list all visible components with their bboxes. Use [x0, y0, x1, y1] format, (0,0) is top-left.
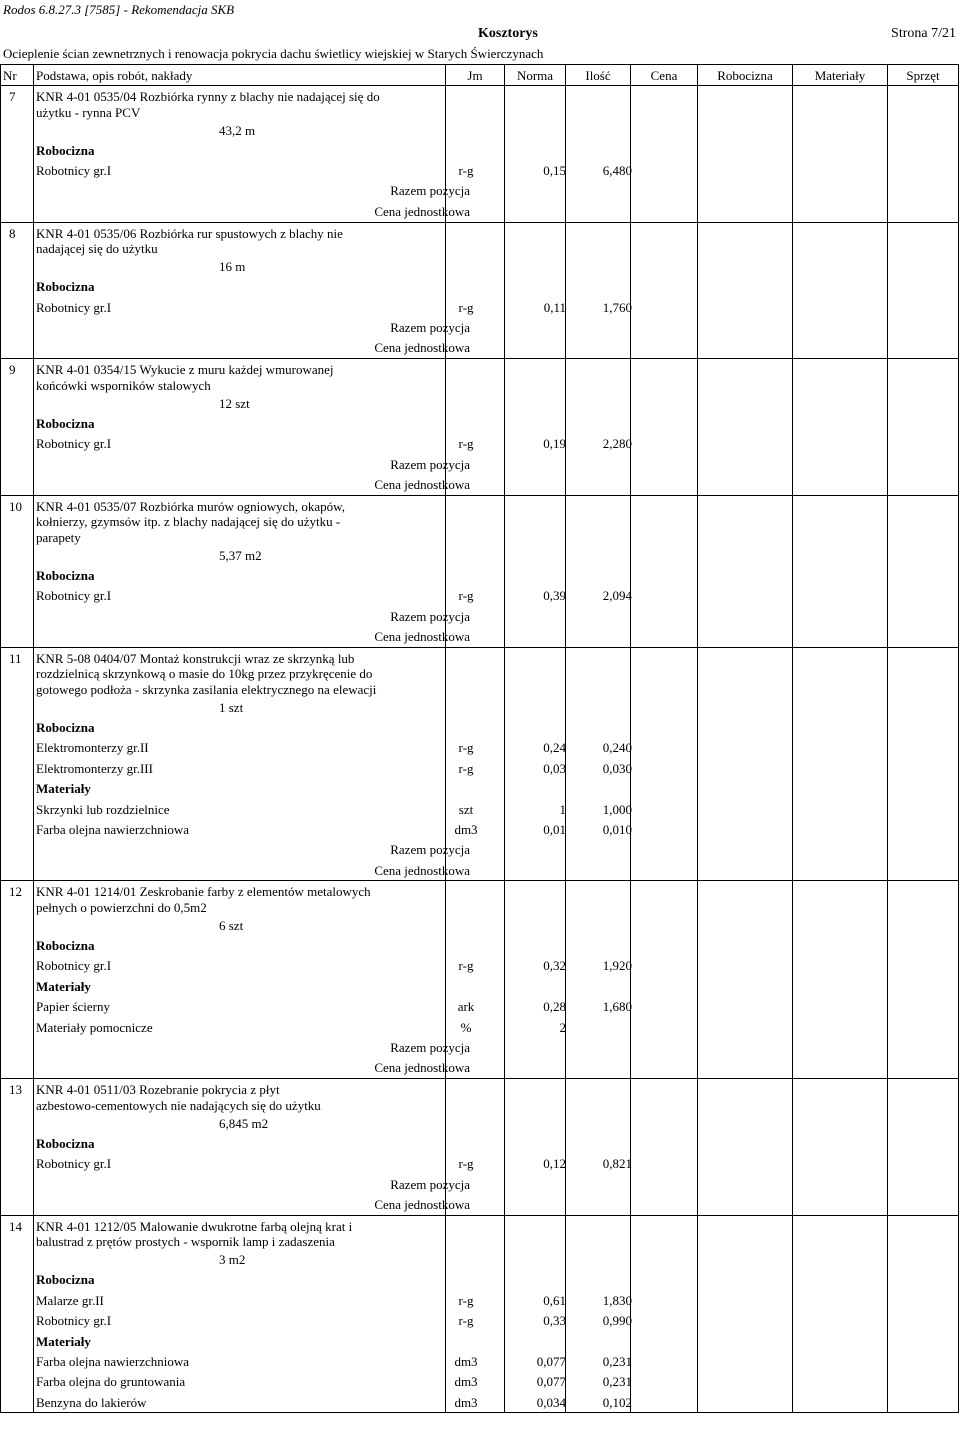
item-description: KNR 4-01 0354/15 Wykucie z muru każdej wmurowanej: [36, 362, 334, 378]
item-description: kołnierzy, gzymsów itp. z blachy nadającej się do użytku -: [36, 514, 341, 530]
item-description: KNR 4-01 0511/03 Rozebranie pokrycia z płyt: [36, 1082, 280, 1098]
item-description: KNR 4-01 0535/04 Rozbiórka rynny z blachy nie nadającej się do: [36, 89, 380, 104]
resource-name: Robotnicy gr.I: [36, 163, 112, 179]
item-description: użytku - rynna PCV: [36, 104, 141, 120]
value-cell: [888, 495, 959, 647]
resource-name: Robotnicy gr.I: [36, 958, 112, 974]
resource-name: Robotnicy gr.I: [36, 588, 112, 604]
resource-quantity: 2,094: [602, 588, 632, 604]
column-header: Cena: [631, 65, 698, 86]
resource-unit: r-g: [458, 1156, 474, 1172]
table-header: [1, 65, 959, 86]
resource-unit: ark: [457, 999, 475, 1015]
column-header: Sprzęt: [888, 65, 959, 86]
item-description: KNR 4-01 0535/07 Rozbiórka murów ogniowych, okapów,: [36, 498, 345, 514]
item-body: [34, 495, 632, 647]
resource-norm: 0,19: [543, 436, 566, 452]
table-row: [1, 222, 959, 359]
resource-group-title: Robocizna: [36, 938, 95, 954]
value-cell: [793, 647, 888, 881]
item-description: KNR 5-08 0404/07 Montaż konstrukcji wraz ze skrzynką lub: [36, 650, 355, 666]
item-number: 7: [1, 86, 34, 223]
resource-norm: 0,24: [543, 740, 566, 756]
resource-unit: dm3: [454, 821, 478, 837]
resource-group-title: Robocizna: [36, 415, 95, 431]
resource-norm: 0,61: [543, 1292, 566, 1308]
resource-name: Materiały pomocnicze: [36, 1019, 153, 1035]
item-quantity: 16 m: [219, 259, 246, 275]
page-number: Strona 7/21: [891, 26, 956, 41]
item-body: [34, 222, 632, 359]
resource-unit: dm3: [454, 1374, 478, 1390]
item-description: parapety: [36, 529, 81, 545]
resource-row: [34, 1351, 654, 1371]
column-header: Jm: [446, 65, 505, 86]
resource-unit: r-g: [458, 299, 474, 315]
resource-name: Papier ścierny: [36, 999, 111, 1015]
cena-jednostkowa-label: Cena jednostkowa: [374, 629, 470, 645]
resource-norm: 2: [559, 1019, 566, 1035]
resource-quantity: 1,920: [602, 958, 632, 974]
item-quantity: 43,2 m: [219, 122, 256, 138]
resource-quantity: 0,231: [602, 1353, 632, 1369]
item-description: azbestowo-cementowych nie nadających się do użytku: [36, 1097, 321, 1113]
item-body: [34, 359, 632, 496]
resource-norm: 0,33: [543, 1313, 566, 1329]
resource-quantity: 0,010: [602, 821, 632, 837]
resource-name: Benzyna do lakierów: [36, 1394, 147, 1410]
value-cell: [698, 647, 793, 881]
resource-quantity: 0,990: [602, 1313, 632, 1329]
resource-unit: r-g: [458, 1313, 474, 1329]
resource-row: [34, 738, 654, 758]
resource-name: Elektromonterzy gr.III: [36, 760, 153, 776]
resource-row: [34, 1290, 654, 1310]
resource-norm: 0,077: [536, 1353, 566, 1369]
table-row: [1, 1079, 959, 1216]
resource-row: [34, 1310, 654, 1330]
table-row: [1, 647, 959, 881]
item-description: gotowego podłoża - skrzynka zasilania elektrycznego na elewacji: [36, 681, 377, 697]
resource-quantity: 1,680: [602, 999, 632, 1015]
resource-unit: r-g: [458, 740, 474, 756]
value-cell: [888, 881, 959, 1079]
item-description: KNR 4-01 0535/06 Rozbiórka rur spustowych z blachy nie: [36, 225, 343, 241]
resource-row: [34, 434, 654, 454]
resource-row: [34, 160, 654, 180]
resource-row: [34, 1392, 654, 1412]
item-quantity: 6 szt: [219, 917, 244, 933]
column-header: Podstawa, opis robót, nakłady: [34, 65, 446, 86]
value-cell: [793, 495, 888, 647]
resource-quantity: 6,480: [602, 163, 632, 179]
item-description: rozdzielnicą skrzynkową o masie do 10kg przez przykręcenie do: [36, 666, 373, 682]
value-cell: [698, 1079, 793, 1216]
resource-unit: szt: [458, 801, 474, 817]
resource-group-title: Robocizna: [36, 142, 95, 158]
resource-row: [34, 758, 654, 778]
resource-unit: r-g: [458, 588, 474, 604]
value-cell: [793, 881, 888, 1079]
value-cell: [793, 359, 888, 496]
razem-pozycja-label: Razem pozycja: [390, 608, 470, 624]
resource-unit: dm3: [454, 1353, 478, 1369]
document-title: Kosztorys: [478, 26, 538, 41]
resource-group-title: Materiały: [36, 978, 91, 994]
resource-norm: 0,32: [543, 958, 566, 974]
item-body: [34, 1215, 632, 1413]
column-header: Ilość: [566, 65, 631, 86]
value-cell: [888, 1215, 959, 1413]
column-header: Norma: [505, 65, 566, 86]
value-cell: [698, 86, 793, 223]
cena-jednostkowa-label: Cena jednostkowa: [374, 340, 470, 356]
resource-norm: 0,15: [543, 163, 566, 179]
value-cell: [698, 359, 793, 496]
item-quantity: 6,845 m2: [219, 1115, 269, 1131]
resource-group-title: Materiały: [36, 1333, 91, 1349]
item-number: 13: [1, 1079, 34, 1216]
item-body: [34, 1079, 632, 1216]
resource-row: [34, 1017, 654, 1037]
cena-jednostkowa-label: Cena jednostkowa: [374, 203, 470, 219]
resource-unit: r-g: [458, 958, 474, 974]
table-row: [1, 86, 959, 223]
item-quantity: 1 szt: [219, 699, 244, 715]
cost-estimate-table: [0, 64, 959, 1413]
value-cell: [793, 222, 888, 359]
column-header: Robocizna: [698, 65, 793, 86]
value-cell: [888, 86, 959, 223]
resource-quantity: 1,760: [602, 299, 632, 315]
resource-group-title: Robocizna: [36, 567, 95, 583]
value-cell: [888, 647, 959, 881]
resource-quantity: 0,102: [602, 1394, 632, 1410]
resource-name: Farba olejna nawierzchniowa: [36, 1353, 190, 1369]
value-cell: [888, 222, 959, 359]
item-number: 11: [1, 647, 34, 881]
resource-group-title: Robocizna: [36, 719, 95, 735]
value-cell: [793, 86, 888, 223]
table-row: [1, 495, 959, 647]
value-cell: [793, 1215, 888, 1413]
resource-quantity: 0,240: [602, 740, 632, 756]
value-cell: [888, 1079, 959, 1216]
item-body: [34, 86, 632, 223]
razem-pozycja-label: Razem pozycja: [390, 1040, 470, 1056]
value-cell: [793, 1079, 888, 1216]
resource-quantity: 1,830: [602, 1292, 632, 1308]
resource-group-title: Robocizna: [36, 1135, 95, 1151]
resource-row: [34, 799, 654, 819]
cena-jednostkowa-label: Cena jednostkowa: [374, 862, 470, 878]
resource-quantity: 0,231: [602, 1374, 632, 1390]
resource-name: Farba olejna do gruntowania: [36, 1374, 186, 1390]
razem-pozycja-label: Razem pozycja: [390, 842, 470, 858]
item-body: [34, 647, 632, 881]
resource-quantity: 0,821: [602, 1156, 632, 1172]
item-number: 14: [1, 1215, 34, 1413]
resource-norm: 0,01: [543, 821, 566, 837]
item-description: nadającej się do użytku: [36, 241, 158, 257]
resource-norm: 1: [559, 801, 566, 817]
item-number: 10: [1, 495, 34, 647]
resource-group-title: Robocizna: [36, 1272, 95, 1288]
resource-row: [34, 1372, 654, 1392]
resource-name: Robotnicy gr.I: [36, 1156, 112, 1172]
item-number: 12: [1, 881, 34, 1079]
cena-jednostkowa-label: Cena jednostkowa: [374, 476, 470, 492]
resource-unit: dm3: [454, 1394, 478, 1410]
razem-pozycja-label: Razem pozycja: [390, 456, 470, 472]
value-cell: [698, 222, 793, 359]
resource-norm: 0,12: [543, 1156, 566, 1172]
resource-unit: r-g: [458, 1292, 474, 1308]
razem-pozycja-label: Razem pozycja: [390, 1176, 470, 1192]
column-header: Materiały: [793, 65, 888, 86]
resource-norm: 0,077: [536, 1374, 566, 1390]
resource-name: Robotnicy gr.I: [36, 1313, 112, 1329]
item-number: 9: [1, 359, 34, 496]
resource-norm: 0,034: [536, 1394, 566, 1410]
resource-norm: 0,11: [543, 299, 566, 315]
razem-pozycja-label: Razem pozycja: [390, 320, 470, 336]
resource-unit: r-g: [458, 163, 474, 179]
resource-unit: %: [460, 1019, 472, 1035]
resource-name: Elektromonterzy gr.II: [36, 740, 149, 756]
item-quantity: 12 szt: [219, 395, 250, 411]
resource-unit: r-g: [458, 760, 474, 776]
resource-row: [34, 956, 654, 976]
column-header: Nr: [1, 65, 34, 86]
resource-quantity: 0,030: [602, 760, 632, 776]
value-cell: [888, 359, 959, 496]
resource-row: [34, 1154, 654, 1174]
item-body: [34, 881, 632, 1079]
cena-jednostkowa-label: Cena jednostkowa: [374, 1196, 470, 1212]
resource-norm: 0,03: [543, 760, 566, 776]
resource-group-title: Materiały: [36, 781, 91, 797]
item-quantity: 3 m2: [219, 1252, 246, 1268]
razem-pozycja-label: Razem pozycja: [390, 183, 470, 199]
project-name: Ocieplenie ścian zewnetrznych i renowacja pokrycia dachu świetlicy wiejskiej w Starych Świerczynach: [3, 46, 544, 61]
resource-row: [34, 997, 654, 1017]
resource-name: Farba olejna nawierzchniowa: [36, 821, 190, 837]
resource-unit: r-g: [458, 436, 474, 452]
value-cell: [698, 495, 793, 647]
resource-quantity: 1,000: [602, 801, 632, 817]
resource-name: Robotnicy gr.I: [36, 299, 112, 315]
resource-quantity: 2,280: [602, 436, 632, 452]
resource-name: Skrzynki lub rozdzielnice: [36, 801, 170, 817]
resource-row: [34, 819, 654, 839]
resource-norm: 0,28: [543, 999, 566, 1015]
resource-row: [34, 586, 654, 606]
resource-row: [34, 297, 654, 317]
resource-norm: 0,39: [543, 588, 566, 604]
resource-group-title: Robocizna: [36, 279, 95, 295]
resource-name: Malarze gr.II: [36, 1292, 104, 1308]
cena-jednostkowa-label: Cena jednostkowa: [374, 1060, 470, 1076]
item-description: pełnych o powierzchni do 0,5m2: [36, 899, 207, 915]
item-description: KNR 4-01 1212/05 Malowanie dwukrotne farbą olejną krat i: [36, 1218, 353, 1234]
item-description: balustrad z prętów prostych - wspornik lamp i zadaszenia: [36, 1234, 335, 1250]
item-number: 8: [1, 222, 34, 359]
table-row: [1, 881, 959, 1079]
item-quantity: 5,37 m2: [219, 547, 262, 563]
table-row: [1, 359, 959, 496]
software-version: Rodos 6.8.27.3 [7585] - Rekomendacja SKB: [3, 2, 235, 17]
resource-name: Robotnicy gr.I: [36, 436, 112, 452]
item-description: końcówki wsporników stalowych: [36, 377, 211, 393]
table-row: [1, 1215, 959, 1413]
value-cell: [698, 881, 793, 1079]
item-description: KNR 4-01 1214/01 Zeskrobanie farby z elementów metalowych: [36, 884, 371, 900]
value-cell: [698, 1215, 793, 1413]
